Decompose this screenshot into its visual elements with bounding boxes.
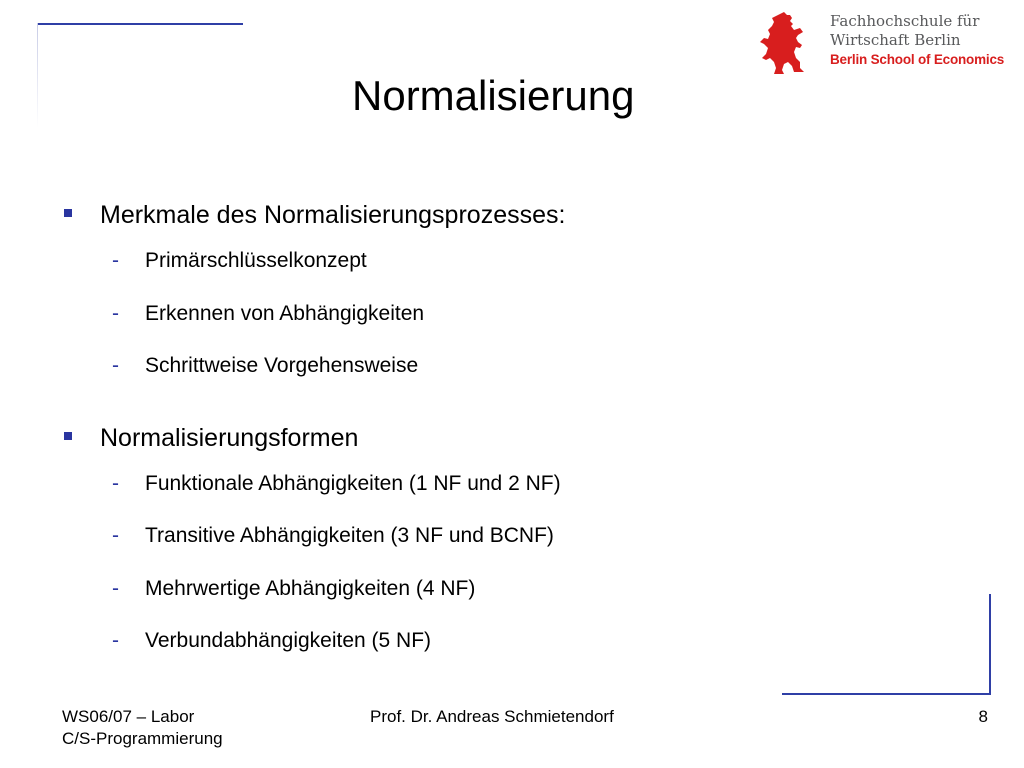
footer-author: Prof. Dr. Andreas Schmietendorf bbox=[370, 707, 614, 726]
dash-bullet-icon: - bbox=[112, 301, 119, 325]
dash-bullet-icon: - bbox=[112, 524, 119, 547]
dash-bullet-icon: - bbox=[112, 354, 119, 377]
bullet-text: Normalisierungsformen bbox=[100, 423, 359, 452]
school-logo bbox=[760, 10, 1020, 76]
frame-line-bottom bbox=[782, 693, 991, 695]
square-bullet-icon bbox=[64, 209, 72, 217]
logo-wordmark bbox=[830, 12, 1004, 70]
sub-bullet-item bbox=[60, 626, 960, 679]
dash-bullet-icon: - bbox=[112, 249, 119, 272]
page-number: 8 bbox=[978, 707, 988, 726]
sub-bullet-text: Primärschlüsselkonzept bbox=[145, 249, 367, 272]
sub-bullet-item bbox=[60, 246, 960, 299]
frame-line-left bbox=[37, 23, 38, 128]
sub-bullet-item bbox=[60, 521, 960, 574]
dash-bullet-icon: - bbox=[112, 629, 119, 652]
frame-line-right bbox=[989, 594, 991, 695]
sub-bullet-item bbox=[60, 574, 960, 627]
logo-line-1: Fachhochschule für bbox=[830, 12, 980, 30]
sub-bullet-text: Transitive Abhängigkeiten (3 NF und BCNF) bbox=[145, 524, 554, 547]
bullet-item bbox=[60, 195, 960, 235]
dash-bullet-icon: - bbox=[112, 576, 119, 600]
sub-bullet-list bbox=[60, 246, 960, 404]
footer-course-name: C/S-Programmierung bbox=[62, 729, 223, 748]
logo-line-3: Berlin School of Economics bbox=[830, 52, 1005, 67]
footer-semester: WS06/07 – Labor bbox=[62, 707, 195, 726]
bullet-item bbox=[60, 418, 960, 458]
sub-bullet-text: Funktionale Abhängigkeiten (1 NF und 2 NF) bbox=[145, 471, 561, 495]
slide-title: Normalisierung bbox=[352, 72, 635, 119]
dash-bullet-icon: - bbox=[112, 471, 119, 495]
logo-line-2: Wirtschaft Berlin bbox=[830, 31, 961, 49]
sub-bullet-item bbox=[60, 351, 960, 404]
sub-bullet-text: Schrittweise Vorgehensweise bbox=[145, 354, 419, 377]
sub-bullet-text: Erkennen von Abhängigkeiten bbox=[145, 301, 425, 325]
frame-line-top bbox=[38, 23, 243, 25]
sub-bullet-list bbox=[60, 469, 960, 679]
footer-course bbox=[62, 706, 223, 750]
bullet-text: Merkmale des Normalisierungsprozesses: bbox=[100, 201, 566, 229]
sub-bullet-text: Verbundabhängigkeiten (5 NF) bbox=[145, 629, 432, 652]
sub-bullet-item bbox=[60, 299, 960, 352]
berlin-bear-icon bbox=[760, 12, 804, 74]
bullet-list bbox=[60, 195, 960, 693]
square-bullet-icon bbox=[64, 432, 72, 440]
sub-bullet-text: Mehrwertige Abhängigkeiten (4 NF) bbox=[145, 576, 476, 600]
sub-bullet-item bbox=[60, 469, 960, 522]
